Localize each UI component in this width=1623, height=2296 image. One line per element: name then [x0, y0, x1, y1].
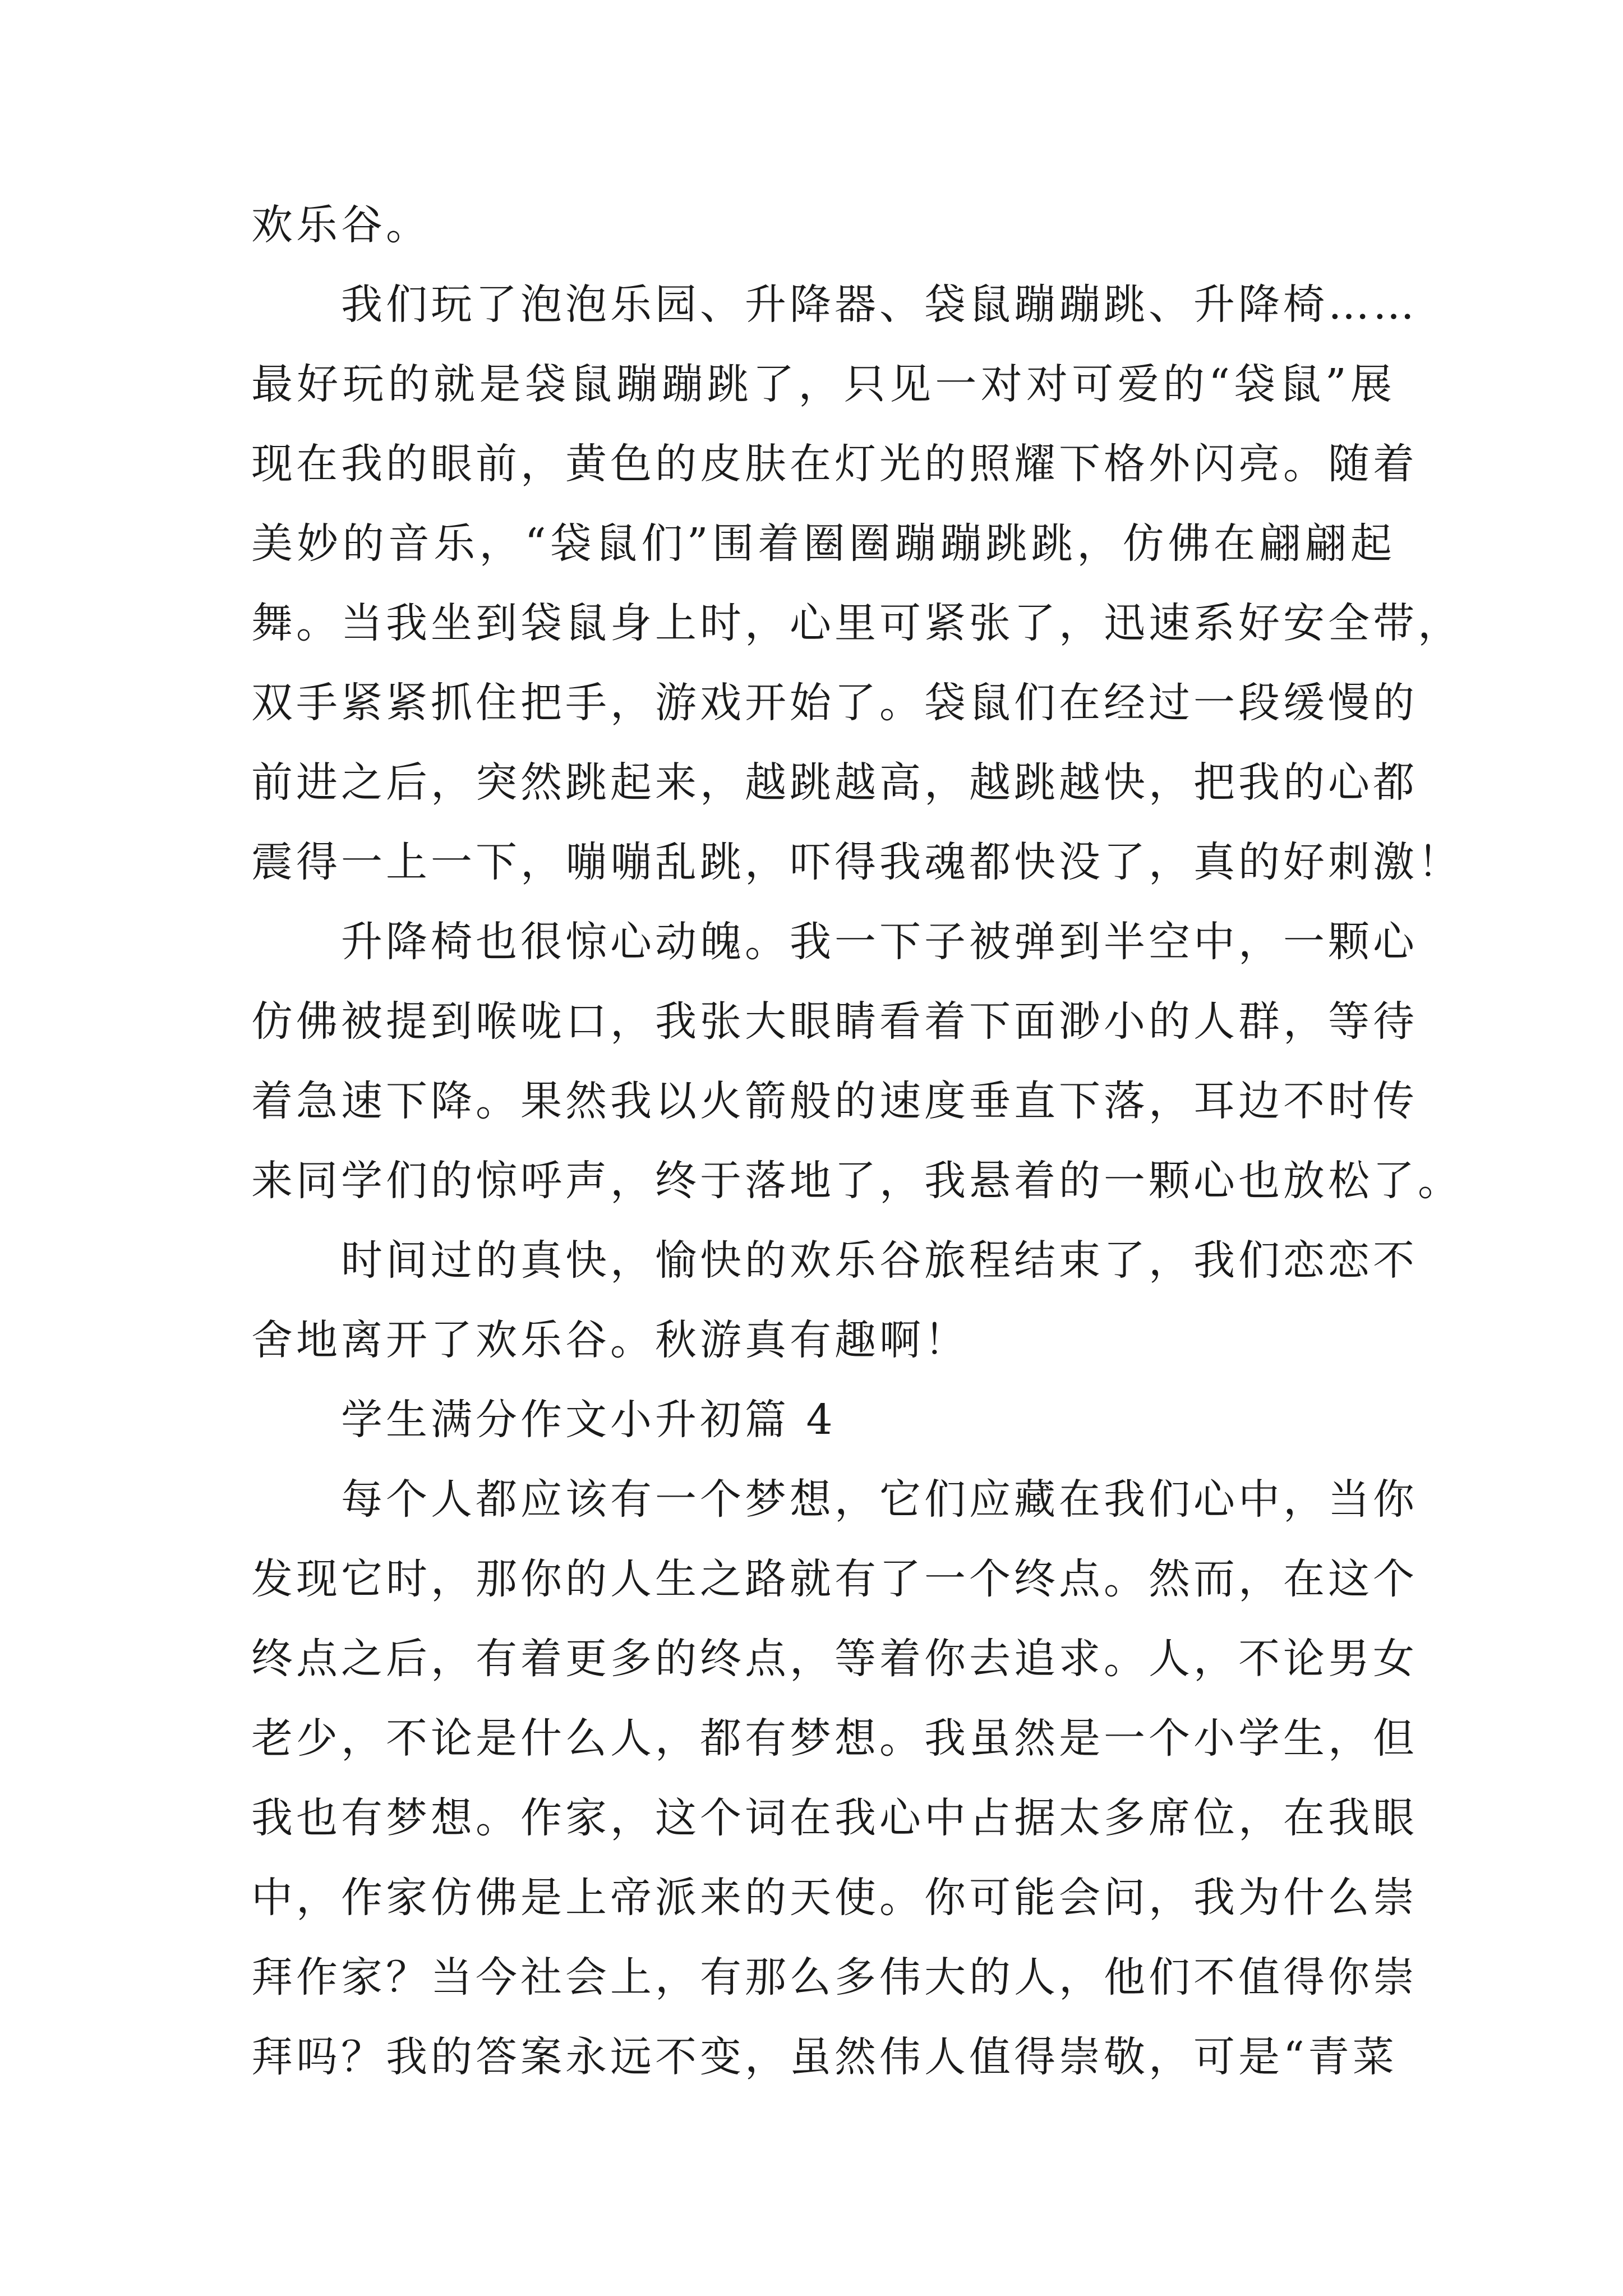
text-line: 舞。当我坐到袋鼠身上时，心里可紧张了，迅速系好安全带， [251, 599, 1463, 647]
text-line: 仿佛被提到喉咙口，我张大眼睛看着下面渺小的人群，等待 [251, 997, 1418, 1046]
text-line: 终点之后，有着更多的终点，等着你去追求。人，不论男女 [251, 1635, 1418, 1683]
text-line: 我也有梦想。作家，这个词在我心中占据太多席位，在我眼 [251, 1794, 1418, 1842]
paragraph [251, 1380, 1395, 1460]
text-line: 现在我的眼前，黄色的皮肤在灯光的照耀下格外闪亮。随着 [251, 440, 1418, 488]
paragraph [251, 185, 1395, 265]
text-line: 升降椅也很惊心动魄。我一下子被弹到半空中，一颗心 [341, 918, 1418, 966]
text-line: 震得一上一下，嘣嘣乱跳，吓得我魂都快没了，真的好刺激！ [251, 838, 1463, 886]
paragraph [251, 1460, 1418, 2097]
text-line: 前进之后，突然跳起来，越跳越高，越跳越快，把我的心都 [251, 758, 1418, 807]
text-line: 欢乐谷。 [251, 201, 431, 249]
text-line: 每个人都应该有一个梦想，它们应藏在我们心中，当你 [341, 1475, 1418, 1524]
text-line: 发现它时，那你的人生之路就有了一个终点。然而，在这个 [251, 1555, 1418, 1603]
text-line: 双手紧紧抓住把手，游戏开始了。袋鼠们在经过一段缓慢的 [251, 679, 1418, 727]
paragraph [251, 1221, 1418, 1380]
text-line: 美妙的音乐，“袋鼠们”围着圈圈蹦蹦跳跳，仿佛在翩翩起 [251, 519, 1395, 568]
text-line: 老少，不论是什么人，都有梦想。我虽然是一个小学生，但 [251, 1714, 1418, 1763]
text-line: 舍地离开了欢乐谷。秋游真有趣啊！ [251, 1316, 969, 1364]
text-line: 着急速下降。果然我以火箭般的速度垂直下落，耳边不时传 [251, 1077, 1418, 1125]
text-line: 拜吗？我的答案永远不变，虽然伟人值得崇敬，可是“青菜 [251, 2033, 1398, 2081]
paragraph [251, 265, 1463, 902]
paragraph [251, 902, 1463, 1221]
text-line: 中，作家仿佛是上帝派来的天使。你可能会问，我为什么崇 [251, 1874, 1418, 1922]
text-line: 我们玩了泡泡乐园、升降器、袋鼠蹦蹦跳、升降椅…… [341, 280, 1418, 329]
text-line: 时间过的真快，愉快的欢乐谷旅程结束了，我们恋恋不 [341, 1236, 1418, 1285]
text-line: 来同学们的惊呼声，终于落地了，我悬着的一颗心也放松了。 [251, 1157, 1463, 1205]
text-line: 最好玩的就是袋鼠蹦蹦跳了，只见一对对可爱的“袋鼠”展 [251, 360, 1395, 408]
text-line: 拜作家？当今社会上，有那么多伟大的人，他们不值得你崇 [251, 1953, 1418, 2001]
text-line: 学生满分作文小升初篇 4 [341, 1396, 836, 1444]
document-body [251, 185, 1463, 2097]
